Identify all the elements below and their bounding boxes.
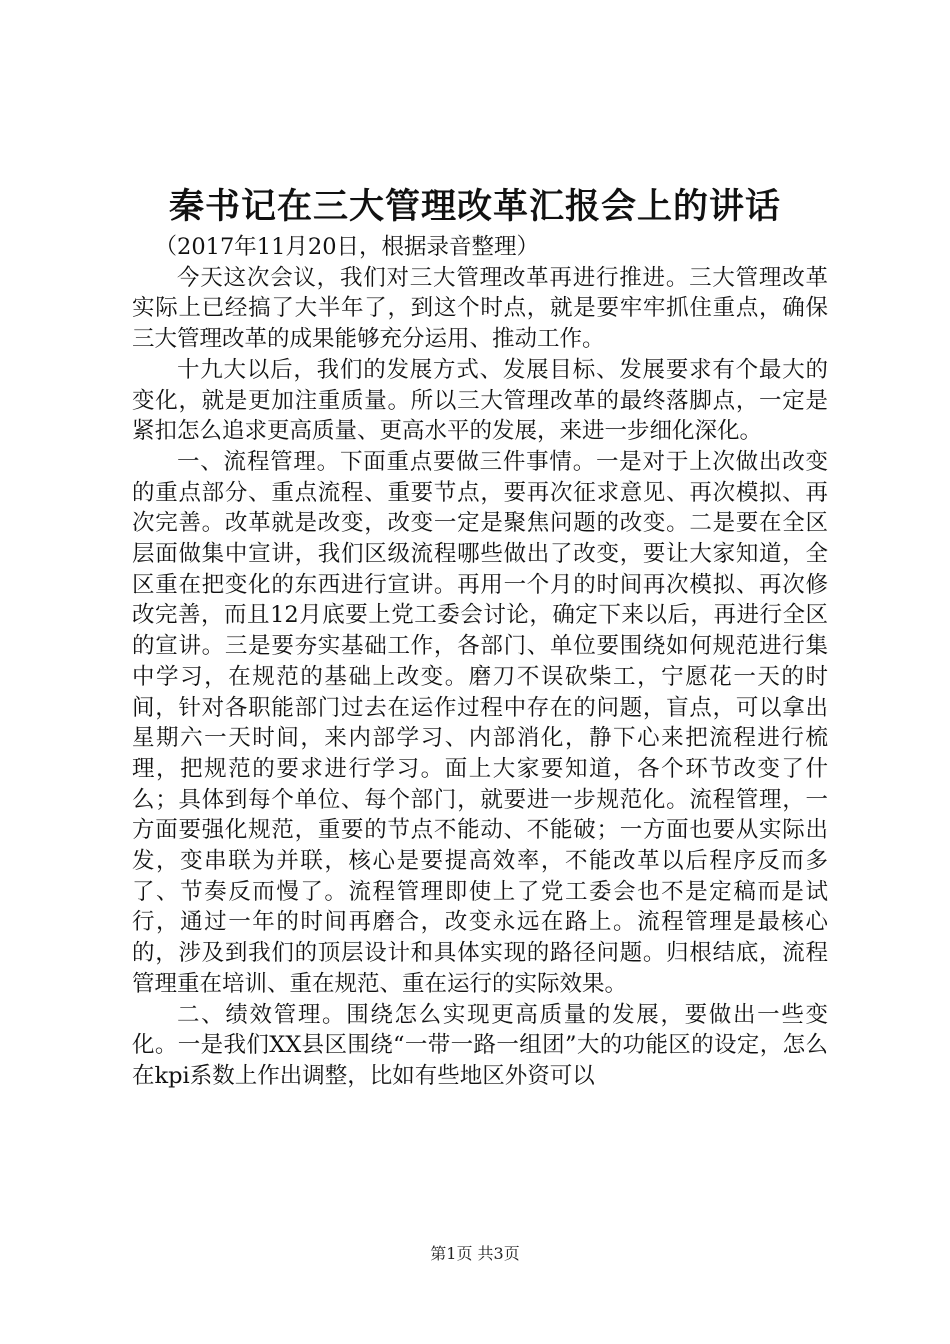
document-body bbox=[132, 232, 828, 1092]
paragraph-process-management: 一、流程管理。下面重点要做三件事情。一是对于上次做出改变的重点部分、重点流程、重要节点，要再次征求意见、再次模拟、再次完善。改革就是改变，改变一定是聚焦问题的改变。二是要在全区层面做集中宣讲，我们区级流程哪些做出了改变，要让大家知道，全区重在把变化的东西进行宣讲。再用一个月的时间再次模拟、再次修改完善，而且12月底要上党工委会讨论，确定下来以后，再进行全区的宣讲。三是要夯实基础工作，各部门、单位要围绕如何规范进行集中学习，在规范的基础上改变。磨刀不误砍柴工，宁愿花一天的时间，针对各职能部门过去在运作过程中存在的问题，盲点，可以拿出星期六一天时间，来内部学习、内部消化，静下心来把流程进行梳理，把规范的要求进行学习。面上大家要知道，各个环节改变了什么；具体到每个单位、每个部门，就要进一步规范化。流程管理，一方面要强化规范，重要的节点不能动、不能破；一方面也要从实际出发，变串联为并联，核心是要提高效率，不能改革以后程序反而多了、节奏反而慢了。流程管理即使上了党工委会也不是定稿而是试行，通过一年的时间再磨合，改变永远在路上。流程管理是最核心的，涉及到我们的顶层设计和具体实现的路径问题。归根结底，流程管理重在培训、重在规范、重在运行的实际效果。 bbox=[132, 448, 828, 997]
paragraph-quality: 十九大以后，我们的发展方式、发展目标、发展要求有个最大的变化，就是更加注重质量。所以三大管理改革的最终落脚点，一定是紧扣怎么追求更高质量、更高水平的发展，来进一步细化深化。 bbox=[132, 356, 828, 445]
paragraph-performance-management: 二、绩效管理。围绕怎么实现更高质量的发展，要做出一些变化。一是我们XX县区围绕“一带一路一组团”大的功能区的设定，怎么在kpi系数上作出调整，比如有些地区外资可以 bbox=[132, 1001, 828, 1089]
document-subtitle: （2017年11月20日，根据录音整理） bbox=[154, 234, 540, 260]
paragraph-intro: 今天这次会议，我们对三大管理改革再进行推进。三大管理改革实际上已经搞了大半年了，到这个时点，就是要牢牢抓住重点，确保三大管理改革的成果能够充分运用、推动工作。 bbox=[132, 264, 828, 353]
document-title: 秦书记在三大管理改革汇报会上的讲话 bbox=[168, 186, 781, 227]
page-footer: 第1页 共3页 bbox=[430, 1244, 520, 1263]
